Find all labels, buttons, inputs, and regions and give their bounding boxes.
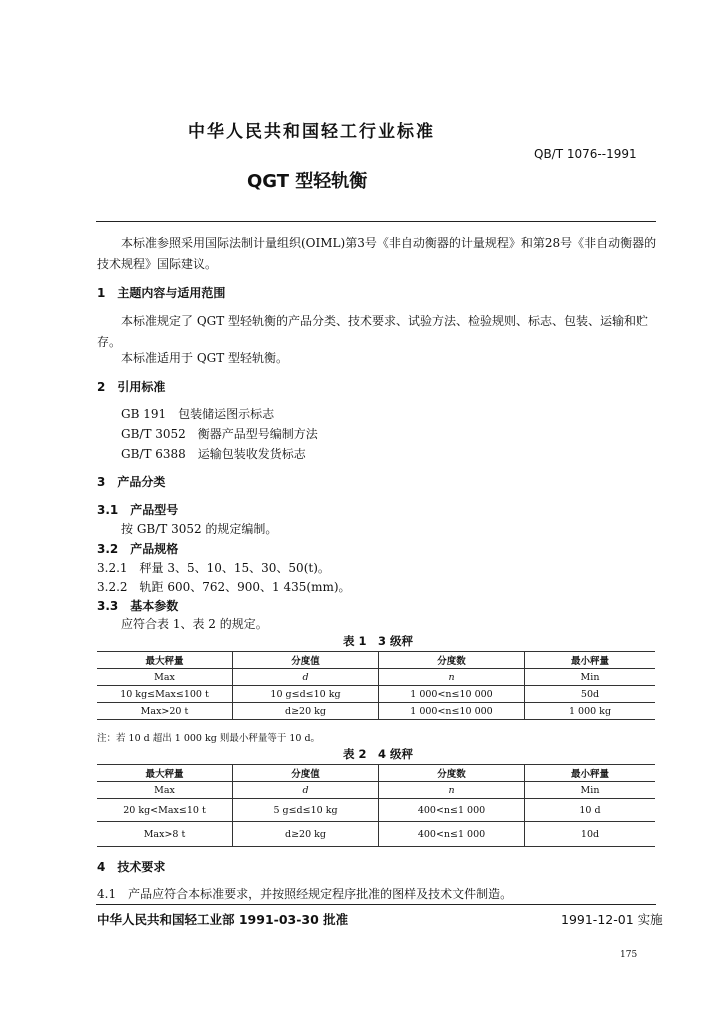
table-cell: 10 kg≤Max≤100 t xyxy=(97,686,233,703)
table-cell: 10 g≤d≤10 kg xyxy=(233,686,379,703)
table-cell: Max xyxy=(97,782,233,799)
table-cell: 50d xyxy=(525,686,656,703)
table-header-cell: 最小秤量 xyxy=(525,765,656,782)
table-cell: Max>20 t xyxy=(97,703,233,720)
table-symbol-row xyxy=(97,782,655,799)
section-2-heading: 2 引用标准 xyxy=(97,380,166,394)
table-cell: d xyxy=(233,782,379,799)
issuing-organization: 中华人民共和国轻工行业标准 xyxy=(188,122,435,142)
table-cell: 400<n≤1 000 xyxy=(379,799,525,822)
section-3-3-heading: 3.3 基本参数 xyxy=(97,599,179,613)
reference-item: GB 191 包装储运图示标志 xyxy=(121,407,275,421)
table-cell: 1 000<n≤10 000 xyxy=(379,703,525,720)
table-1 xyxy=(97,651,655,720)
document-title: QGT 型轻轨衡 xyxy=(247,171,368,192)
section-4-heading: 4 技术要求 xyxy=(97,860,166,874)
section-3-2-heading: 3.2 产品规格 xyxy=(97,542,179,556)
section-3-2-1-text: 3.2.1 秤量 3、5、10、15、30、50(t)。 xyxy=(97,561,330,575)
page-number: 175 xyxy=(620,950,638,960)
reference-item: GB/T 6388 运输包装收发货标志 xyxy=(121,447,306,461)
table-cell: 1 000 kg xyxy=(525,703,656,720)
table-cell: 20 kg<Max≤10 t xyxy=(97,799,233,822)
footer-rule xyxy=(96,904,656,905)
section-3-heading: 3 产品分类 xyxy=(97,475,166,489)
header-rule xyxy=(96,221,656,222)
section-3-1-heading: 3.1 产品型号 xyxy=(97,503,179,517)
table-header-row xyxy=(97,652,655,669)
table-cell: d≥20 kg xyxy=(233,703,379,720)
table-cell: 10d xyxy=(525,822,656,847)
section-3-3-text: 应符合表 1、表 2 的规定。 xyxy=(121,617,268,631)
table-row xyxy=(97,799,655,822)
table-header-cell: 分度值 xyxy=(233,652,379,669)
table-cell: n xyxy=(379,782,525,799)
table-header-cell: 最大秤量 xyxy=(97,652,233,669)
table-2-caption: 表 2 4 级秤 xyxy=(343,747,414,761)
table-header-cell: 分度数 xyxy=(379,652,525,669)
table-cell: Max xyxy=(97,669,233,686)
table-header-cell: 最小秤量 xyxy=(525,652,656,669)
table-cell: d xyxy=(233,669,379,686)
table-cell: n xyxy=(379,669,525,686)
table-symbol-row xyxy=(97,669,655,686)
table-cell: 5 g≤d≤10 kg xyxy=(233,799,379,822)
reference-item: GB/T 3052 衡器产品型号编制方法 xyxy=(121,427,318,441)
table-1-caption: 表 1 3 级秤 xyxy=(343,634,414,648)
implementation-date: 1991-12-01 实施 xyxy=(561,912,663,927)
table-cell: Max>8 t xyxy=(97,822,233,847)
table-cell: d≥20 kg xyxy=(233,822,379,847)
intro-paragraph: 本标准参照采用国际法制计量组织(OIML)第3号《非自动衡器的计量规程》和第28号《非自动衡器的技术规程》国际建议。 xyxy=(97,236,657,271)
section-3-2-2-text: 3.2.2 轨距 600、762、900、1 435(mm)。 xyxy=(97,580,351,594)
section-1-paragraph: 本标准规定了 QGT 型轻轨衡的产品分类、技术要求、试验方法、检验规则、标志、包装、运输和贮存。 xyxy=(97,314,649,349)
table-cell: 10 d xyxy=(525,799,656,822)
table-header-cell: 分度值 xyxy=(233,765,379,782)
table-header-cell: 最大秤量 xyxy=(97,765,233,782)
table-row xyxy=(97,686,655,703)
section-3-1-text: 按 GB/T 3052 的规定编制。 xyxy=(121,522,278,536)
table-header-row xyxy=(97,765,655,782)
approval-line: 中华人民共和国轻工业部 1991-03-30 批准 xyxy=(97,912,349,927)
section-4-1-text: 4.1 产品应符合本标准要求，并按照经规定程序批准的图样及技术文件制造。 xyxy=(97,887,513,901)
table-cell: Min xyxy=(525,782,656,799)
table-cell: 1 000<n≤10 000 xyxy=(379,686,525,703)
table-header-cell: 分度数 xyxy=(379,765,525,782)
table-cell: Min xyxy=(525,669,656,686)
table-1-note: 注：若 10 d 超出 1 000 kg 则最小秤量等于 10 d。 xyxy=(97,733,321,744)
table-row xyxy=(97,703,655,720)
section-1-heading: 1 主题内容与适用范围 xyxy=(97,286,226,300)
section-1-scope: 本标准适用于 QGT 型轻轨衡。 xyxy=(121,351,289,365)
table-row xyxy=(97,822,655,847)
table-2 xyxy=(97,764,655,847)
standard-code: QB/T 1076--1991 xyxy=(534,147,637,161)
table-cell: 400<n≤1 000 xyxy=(379,822,525,847)
